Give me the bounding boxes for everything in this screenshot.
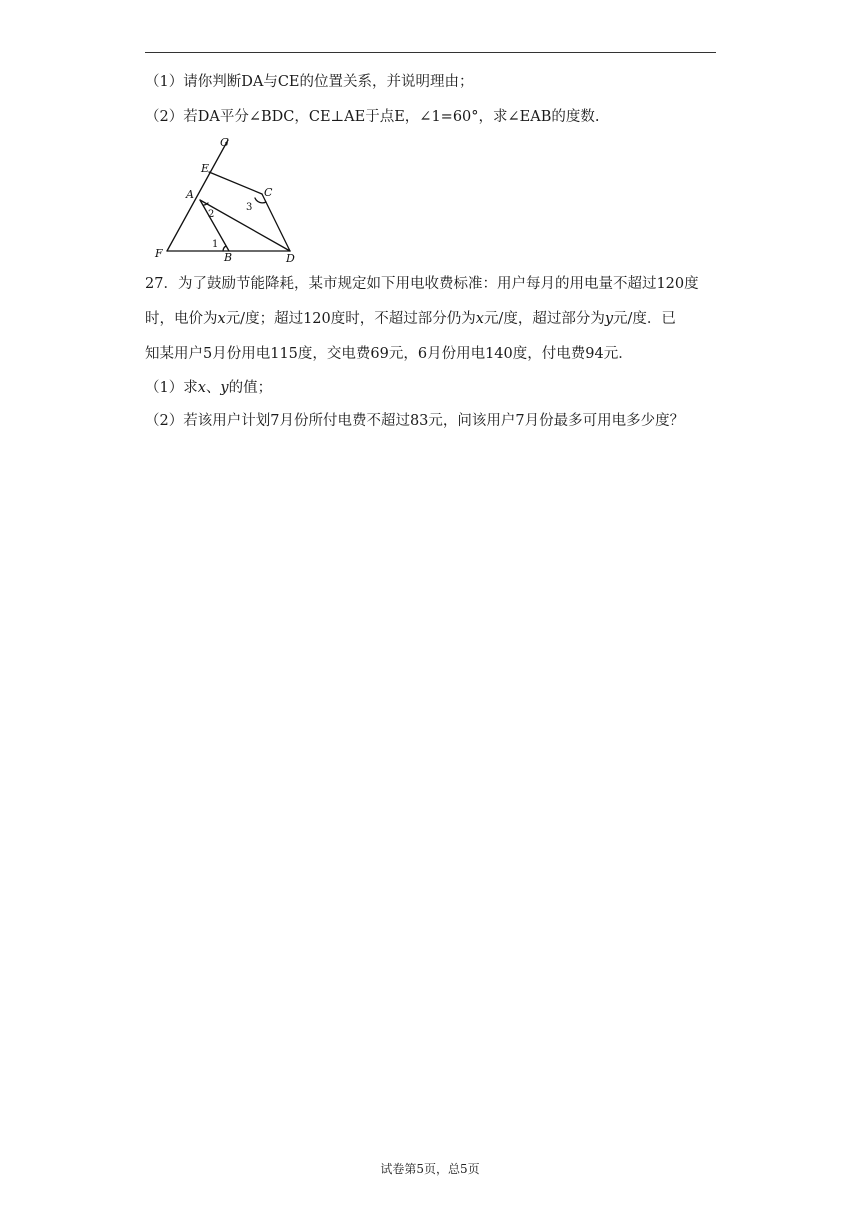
label-angle-1: 1 xyxy=(212,239,219,250)
q27-part2: （2）若该用户计划7月份所付电费不超过83元，问该用户7月份最多可用电多少度？ xyxy=(145,413,685,429)
q27-line2: 时，电价为x元/度；超过120度时，不超过部分仍为x元/度，超过部分为y元/度．已 xyxy=(145,311,676,327)
page-footer: 试卷第5页，总5页 xyxy=(380,1162,480,1176)
q27-line3: 知某用户5月份用电115度，交电费69元，6月份用电140度，付电费94元． xyxy=(145,346,633,362)
label-A: A xyxy=(186,188,194,201)
q26-part2: （2）若DA平分∠BDC，CE⊥AE于点E，∠1=60°，求∠EAB的度数. xyxy=(145,109,600,125)
label-E: E xyxy=(201,162,210,175)
label-D: D xyxy=(286,252,295,264)
q26-part1: （1）请你判断DA与CE的位置关系，并说明理由； xyxy=(145,74,474,90)
label-C: C xyxy=(264,186,273,199)
label-F: F xyxy=(155,247,163,260)
q27-line1: 27．为了鼓励节能降耗，某市规定如下用电收费标准：用户每月的用电量不超过120度 xyxy=(145,276,699,292)
label-B: B xyxy=(224,251,233,264)
label-angle-2: 2 xyxy=(208,209,215,220)
line-EC xyxy=(209,172,262,194)
geometry-figure xyxy=(150,134,310,264)
label-angle-3: 3 xyxy=(246,202,253,213)
label-G: G xyxy=(220,136,229,149)
header-rule xyxy=(145,52,716,53)
q27-part1: （1）求x、y的值； xyxy=(145,380,273,396)
